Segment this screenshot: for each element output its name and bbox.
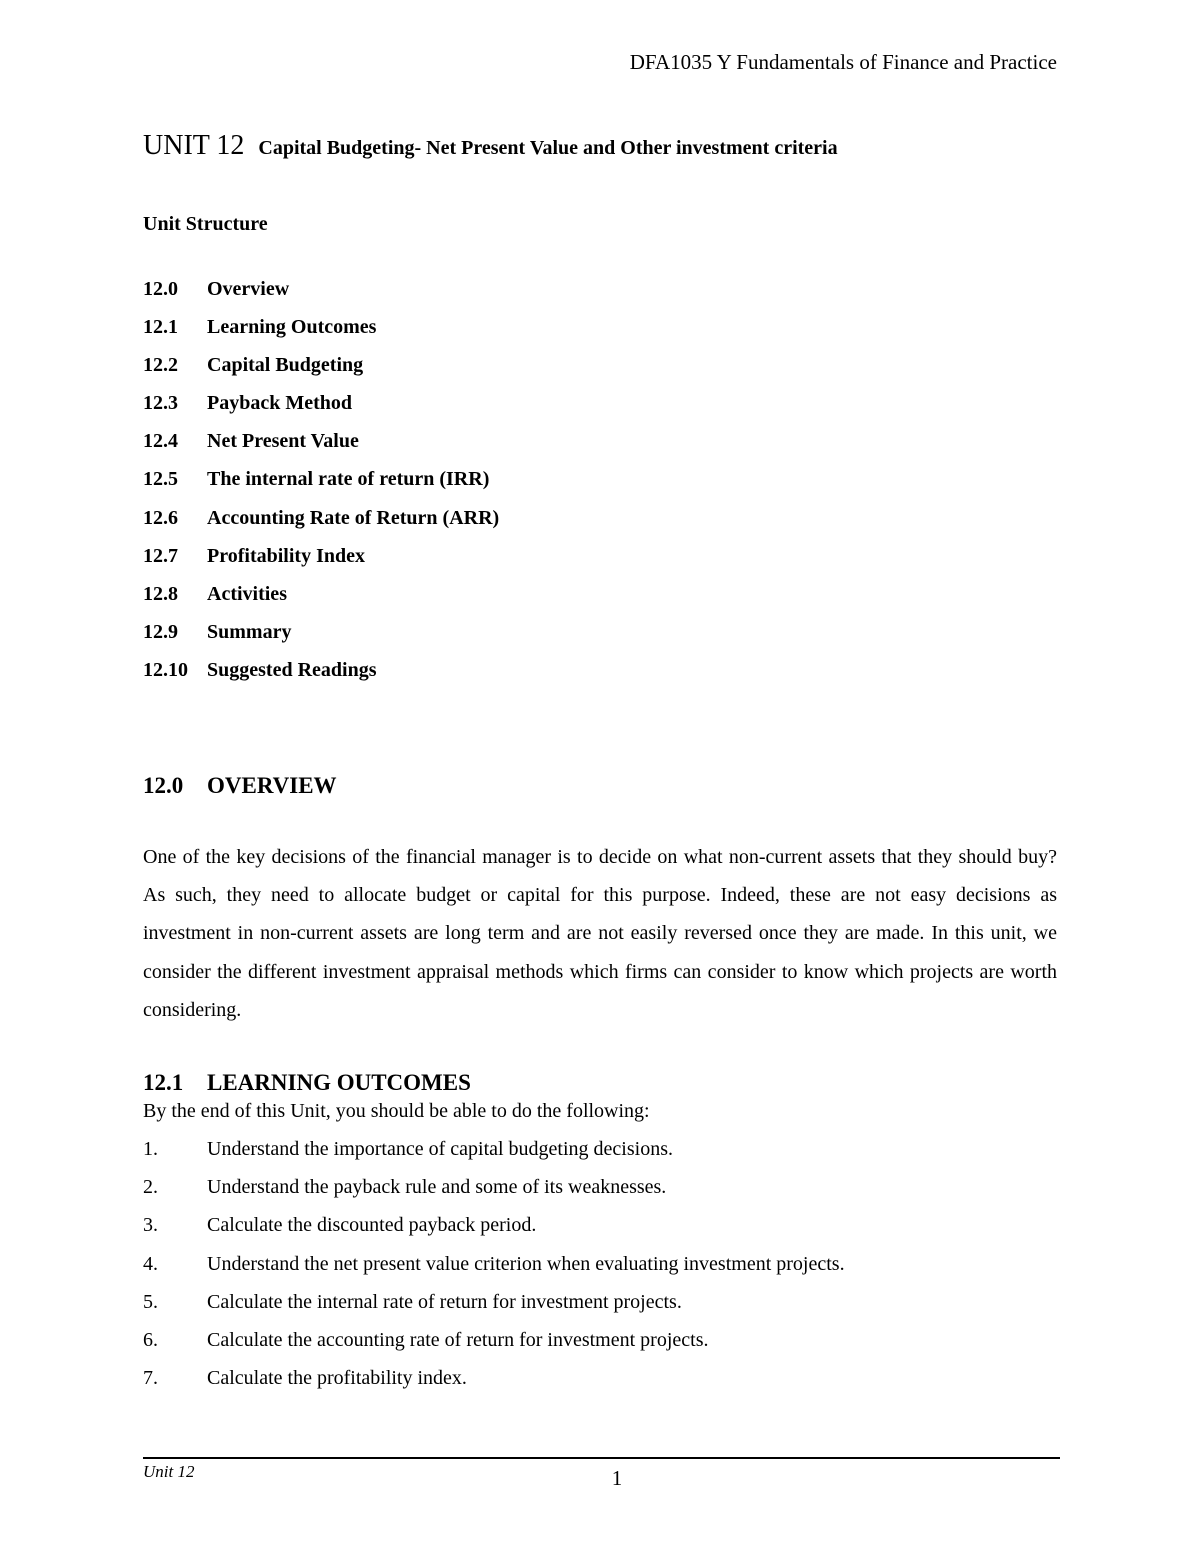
outcome-text: Understand the net present value criterion when evaluating investment projects.	[207, 1252, 845, 1275]
toc-label: Accounting Rate of Return (ARR)	[207, 506, 500, 529]
toc-item	[143, 619, 499, 657]
unit-subtitle: Capital Budgeting- Net Present Value and Other investment criteria	[258, 137, 838, 159]
outcome-item	[143, 1251, 845, 1289]
unit-structure-list	[143, 276, 499, 695]
outcome-item	[143, 1212, 845, 1250]
section-number: 12.1	[143, 1070, 184, 1095]
toc-label: The internal rate of return (IRR)	[207, 468, 490, 491]
section-title: LEARNING OUTCOMES	[207, 1070, 471, 1095]
overview-heading	[143, 773, 337, 799]
running-header: DFA1035 Y Fundamentals of Finance and Practice	[629, 50, 1057, 74]
unit-title	[143, 130, 838, 162]
outcome-number: 5.	[143, 1290, 158, 1313]
toc-label: Capital Budgeting	[207, 354, 364, 377]
toc-number: 12.1	[143, 316, 178, 339]
outcome-item	[143, 1174, 845, 1212]
footer-divider	[143, 1457, 1060, 1459]
toc-label: Overview	[207, 278, 290, 300]
toc-label: Activities	[207, 582, 287, 605]
outcome-number: 2.	[143, 1176, 158, 1199]
toc-item	[143, 428, 499, 466]
toc-number: 12.6	[143, 506, 178, 529]
learning-outcomes-list	[143, 1136, 845, 1403]
toc-number: 12.4	[143, 430, 178, 453]
learning-outcomes-intro: By the end of this Unit, you should be able to do the following:	[143, 1100, 650, 1122]
toc-item	[143, 505, 499, 543]
outcome-number: 3.	[143, 1214, 158, 1237]
section-number: 12.0	[143, 773, 184, 798]
outcome-number: 6.	[143, 1328, 158, 1351]
outcome-number: 4.	[143, 1252, 158, 1275]
outcome-text: Understand the payback rule and some of its weaknesses.	[207, 1176, 667, 1199]
section-title: OVERVIEW	[207, 773, 337, 798]
unit-structure-heading: Unit Structure	[143, 213, 268, 235]
toc-item	[143, 466, 499, 504]
toc-item	[143, 390, 499, 428]
toc-item	[143, 581, 499, 619]
toc-item	[143, 657, 499, 695]
outcome-item	[143, 1365, 845, 1403]
outcome-item	[143, 1327, 845, 1365]
toc-label: Learning Outcomes	[207, 316, 377, 339]
toc-number: 12.2	[143, 354, 178, 377]
toc-item	[143, 314, 499, 352]
toc-item	[143, 276, 499, 314]
outcome-number: 1.	[143, 1138, 158, 1160]
toc-number: 12.8	[143, 582, 178, 605]
overview-paragraph: One of the key decisions of the financial manager is to decide on what non-current assets that they should buy? As such, they need to allocate budget or capital for this purpose. Indeed, these are not easy decisions as investment in non-current assets are long term and are not easily reversed once they are made. In this unit, we consider the different investment appraisal methods which firms can consider to know which projects are worth considering.	[143, 846, 1057, 1021]
toc-label: Net Present Value	[207, 430, 359, 453]
outcome-item	[143, 1289, 845, 1327]
unit-label: UNIT 12	[143, 130, 245, 161]
outcome-item	[143, 1136, 845, 1174]
toc-item	[143, 352, 499, 390]
toc-number: 12.10	[143, 658, 188, 681]
toc-number: 12.5	[143, 468, 178, 491]
toc-number: 12.0	[143, 278, 178, 300]
outcome-number: 7.	[143, 1367, 158, 1390]
toc-number: 12.3	[143, 392, 178, 415]
toc-item	[143, 543, 499, 581]
footer-unit-label: Unit 12	[143, 1462, 195, 1481]
toc-number: 12.7	[143, 544, 178, 567]
page-number: 1	[611, 1466, 623, 1490]
learning-outcomes-heading	[143, 1070, 471, 1096]
outcome-text: Calculate the internal rate of return for investment projects.	[207, 1290, 682, 1313]
outcome-text: Understand the importance of capital budgeting decisions.	[207, 1138, 673, 1160]
outcome-text: Calculate the profitability index.	[207, 1367, 467, 1390]
toc-label: Profitability Index	[207, 544, 365, 567]
toc-label: Summary	[207, 620, 292, 643]
toc-number: 12.9	[143, 620, 178, 643]
outcome-text: Calculate the accounting rate of return for investment projects.	[207, 1328, 709, 1351]
outcome-text: Calculate the discounted payback period.	[207, 1214, 537, 1237]
toc-label: Payback Method	[207, 392, 352, 415]
toc-label: Suggested Readings	[207, 658, 377, 681]
